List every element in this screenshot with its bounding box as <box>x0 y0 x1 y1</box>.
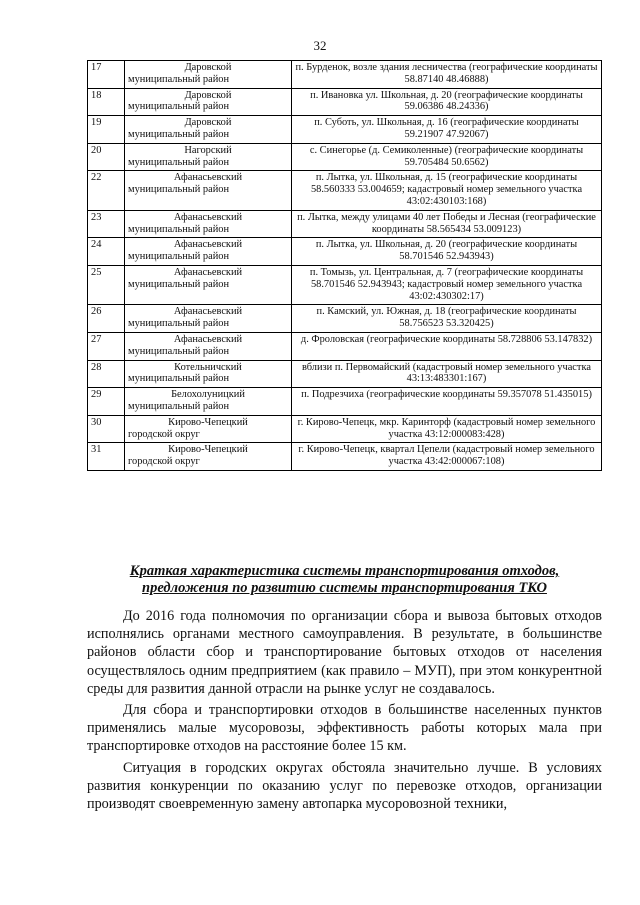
row-number: 18 <box>88 88 125 116</box>
location-cell: п. Бурденок, возле здания лесничества (географические координаты 58.87140 48.46888) <box>292 61 602 89</box>
table-row <box>88 332 602 360</box>
table-row <box>88 210 602 238</box>
area-cell <box>125 360 292 388</box>
location-cell: п. Томызь, ул. Центральная, д. 7 (географические координаты 58.701546 52.943943; кадастровый номер земельного участка 43:02:430302:17) <box>292 265 602 304</box>
row-number: 27 <box>88 332 125 360</box>
row-number: 20 <box>88 143 125 171</box>
area-cell <box>125 210 292 238</box>
area-type: муниципальный район <box>128 345 230 357</box>
area-cell <box>125 265 292 304</box>
table-row <box>88 171 602 210</box>
table-row <box>88 360 602 388</box>
area-cell <box>125 415 292 443</box>
section-title-line-2: предложения по развитию системы транспортирования ТКО <box>142 580 547 596</box>
area-type: муниципальный район <box>128 278 230 290</box>
location-cell: г. Кирово-Чепецк, квартал Цепели (кадастровый номер земельного участка 43:42:000067:108) <box>292 443 602 471</box>
area-type: муниципальный район <box>128 101 230 113</box>
area-name: Даровской <box>184 117 232 129</box>
area-name: Даровской <box>184 89 232 101</box>
area-type: муниципальный район <box>128 184 230 196</box>
location-cell: п. Суботь, ул. Школьная, д. 16 (географические координаты 59.21907 47.92067) <box>292 116 602 144</box>
area-cell <box>125 443 292 471</box>
area-name: Афанасьевский <box>173 211 243 223</box>
location-cell: п. Камский, ул. Южная, д. 18 (географические координаты 58.756523 53.320425) <box>292 305 602 333</box>
row-number: 22 <box>88 171 125 210</box>
table-row <box>88 238 602 266</box>
location-cell: с. Синегорье (д. Семиколенные) (географические координаты 59.705484 50.6562) <box>292 143 602 171</box>
area-type: муниципальный район <box>128 128 230 140</box>
area-cell <box>125 116 292 144</box>
section-title-line-1: Краткая характеристика системы транспортирования отходов, <box>129 563 560 579</box>
row-number: 25 <box>88 265 125 304</box>
area-name: Даровской <box>184 62 232 73</box>
row-number: 19 <box>88 116 125 144</box>
location-cell: д. Фроловская (географические координаты 58.728806 53.147832) <box>292 332 602 360</box>
section-title <box>87 563 602 597</box>
paragraph: Ситуация в городских округах обстояла значительно лучше. В условиях развития конкуренции по оказанию услуг по перевозке отходов, организации производят своевременную замену автопарка мусоровозной техники, <box>87 759 602 813</box>
area-cell <box>125 88 292 116</box>
location-cell: п. Лытка, ул. Школьная, д. 20 (географические координаты 58.701546 52.943943) <box>292 238 602 266</box>
area-cell <box>125 171 292 210</box>
row-number: 29 <box>88 388 125 416</box>
table-row <box>88 88 602 116</box>
location-cell: п. Подрезчиха (географические координаты 59.357078 51.435015) <box>292 388 602 416</box>
area-name: Афанасьевский <box>173 172 243 184</box>
row-number: 31 <box>88 443 125 471</box>
area-name: Афанасьевский <box>173 239 243 251</box>
area-type: муниципальный район <box>128 73 230 85</box>
row-number: 24 <box>88 238 125 266</box>
area-name: Афанасьевский <box>173 333 243 345</box>
area-type: муниципальный район <box>128 373 230 385</box>
paragraph: Для сбора и транспортировки отходов в большинстве населенных пунктов применялись малые мусоровозы, эффективность работы которых мала при транспортировке отходов на расстояние более 15 км. <box>87 702 602 755</box>
location-cell: вблизи п. Первомайский (кадастровый номер земельного участка 43:13:483301:167) <box>292 360 602 388</box>
area-cell <box>125 61 292 89</box>
area-name: Афанасьевский <box>173 306 243 318</box>
area-type: муниципальный район <box>128 400 230 412</box>
area-name: Котельничский <box>174 361 242 373</box>
table-row <box>88 61 602 89</box>
page-number: 32 <box>313 38 327 53</box>
area-type: муниципальный район <box>128 156 230 168</box>
collection-points-table <box>87 60 602 471</box>
area-name: Кирово-Чепецкий <box>168 444 248 456</box>
row-number: 23 <box>88 210 125 238</box>
area-cell <box>125 332 292 360</box>
area-cell <box>125 143 292 171</box>
location-cell: п. Ивановка ул. Школьная, д. 20 (географические координаты 59.06386 48.24336) <box>292 88 602 116</box>
row-number: 30 <box>88 415 125 443</box>
table-row <box>88 143 602 171</box>
area-name: Кирово-Чепецкий <box>168 416 248 428</box>
table-row <box>88 265 602 304</box>
area-cell <box>125 305 292 333</box>
location-cell: п. Лытка, между улицами 40 лет Победы и Лесная (географические координаты 58.565434 53.009123) <box>292 210 602 238</box>
area-name: Афанасьевский <box>173 266 243 278</box>
table-row <box>88 415 602 443</box>
table-row <box>88 305 602 333</box>
area-name: Нагорский <box>184 144 232 156</box>
table-row <box>88 443 602 471</box>
area-type: городской округ <box>128 456 200 468</box>
row-number: 28 <box>88 360 125 388</box>
area-type: муниципальный район <box>128 318 230 330</box>
area-cell <box>125 388 292 416</box>
paragraph: До 2016 года полномочия по организации сбора и вывоза бытовых отходов исполнялись органами местного самоуправления. В результате, в большинстве районов области сбор и транспортирование бытовых отходов от населения осуществлялось одним предприятием (как правило – МУП), при этом конкурентной среды для развития данной отрасли на рынке услуг не создавалось. <box>87 608 602 697</box>
row-number: 26 <box>88 305 125 333</box>
table-row <box>88 388 602 416</box>
area-cell <box>125 238 292 266</box>
area-type: городской округ <box>128 428 200 440</box>
location-cell: п. Лытка, ул. Школьная, д. 15 (географические координаты 58.560333 53.004659; кадастровый номер земельного участка 43:02:430103:168) <box>292 171 602 210</box>
body-text <box>87 607 602 816</box>
area-name: Белохолуницкий <box>171 389 245 401</box>
table-row <box>88 116 602 144</box>
area-type: муниципальный район <box>128 223 230 235</box>
location-cell: г. Кирово-Чепецк, мкр. Каринторф (кадастровый номер земельного участка 43:12:000083:428) <box>292 415 602 443</box>
area-type: муниципальный район <box>128 251 230 263</box>
row-number: 17 <box>88 61 125 89</box>
